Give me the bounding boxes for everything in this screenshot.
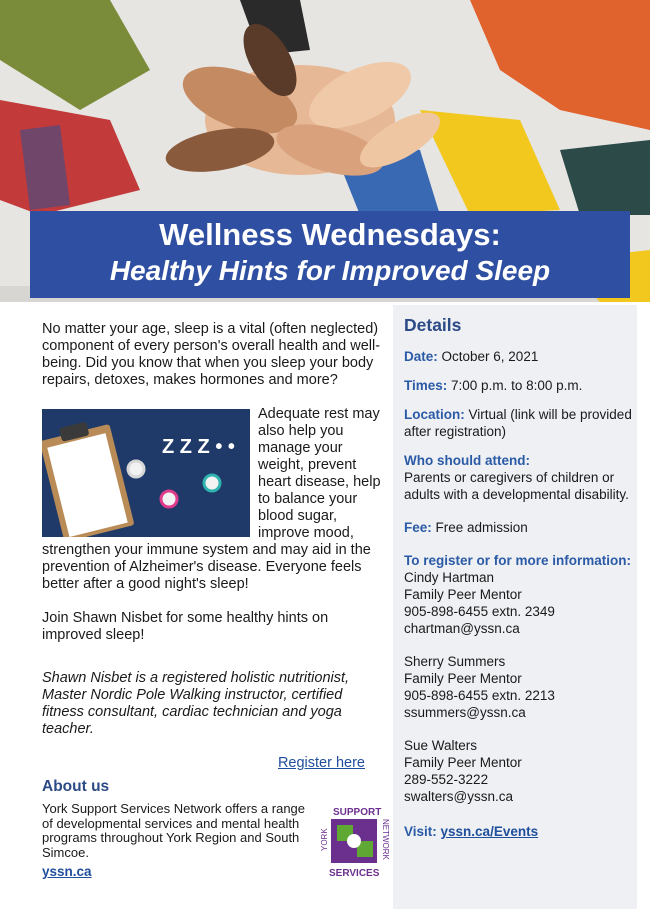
- contact-card: [404, 653, 637, 721]
- title-banner: [30, 211, 630, 298]
- contact-phone: 905-898-6455 extn. 2349: [404, 604, 555, 619]
- fee-value: Free admission: [431, 520, 528, 535]
- times-label: Times:: [404, 378, 448, 393]
- details-panel: [393, 305, 637, 909]
- logo-support-text: SUPPORT: [333, 807, 382, 818]
- location-value: Virtual (link will be provided after registration): [404, 407, 632, 439]
- yssn-logo: [317, 805, 393, 879]
- location-label: Location:: [404, 407, 465, 422]
- contact-phone: 905-898-6455 extn. 2213: [404, 688, 555, 703]
- about-text: York Support Services Network offers a range of developmental services and mental health programs throughout York Region and South Simcoe.: [42, 801, 306, 860]
- times-value: 7:00 p.m. to 8:00 p.m.: [447, 378, 583, 393]
- contact-card: [404, 737, 637, 805]
- logo-york-text: YORK: [320, 828, 329, 851]
- page-title: Wellness Wednesdays:: [159, 217, 501, 252]
- speaker-bio: Shawn Nisbet is a registered holistic nutritionist, Master Nordic Pole Walking instructor, certified fitness consultant, cardiac technician and yoga teacher.: [42, 670, 350, 737]
- visit-label: Visit:: [404, 824, 437, 839]
- register-info-label: To register or for more information:: [404, 553, 632, 568]
- benefits-block: [42, 406, 387, 593]
- yssn-link[interactable]: yssn.ca: [42, 864, 92, 879]
- date-row: [404, 348, 637, 365]
- clipboard-clocks-icon: [42, 409, 250, 537]
- logo-services-text: SERVICES: [329, 868, 380, 879]
- contact-card: [404, 569, 637, 637]
- zzz-text: Z Z Z • •: [162, 436, 235, 458]
- about-heading: About us: [42, 778, 110, 795]
- attend-value: Parents or caregivers of children or adults with a developmental disability.: [404, 470, 629, 502]
- yssn-logo-icon: [317, 805, 393, 879]
- hero-image: [0, 0, 650, 302]
- contact-name: Sherry Summers: [404, 654, 506, 669]
- sleep-illustration: [42, 409, 250, 537]
- contact-name: Cindy Hartman: [404, 570, 495, 585]
- attend-row: [404, 452, 637, 503]
- visit-row: [404, 823, 637, 840]
- events-link[interactable]: yssn.ca/Events: [440, 824, 539, 839]
- attend-label: Who should attend:: [404, 453, 530, 468]
- date-label: Date:: [404, 349, 438, 364]
- contact-name: Sue Walters: [404, 738, 478, 753]
- fee-row: [404, 519, 637, 536]
- intro-paragraph: No matter your age, sleep is a vital (often neglected) component of every person's overall health and well-being. Did you know that when you sleep your body repairs, detoxes, makes hormones and more?: [42, 321, 381, 388]
- contact-role: Family Peer Mentor: [404, 671, 522, 686]
- main-content: [42, 321, 387, 772]
- benefits-paragraph: Adequate rest may also help you manage your weight, prevent heart disease, help to balance your blood sugar, improve mood, strengthen your immune system and may aid in the prevention of Alzheimer's disease. Everyone feels better after a good night's sleep!: [42, 406, 381, 592]
- fee-label: Fee:: [404, 520, 432, 535]
- contact-role: Family Peer Mentor: [404, 587, 522, 602]
- join-paragraph: Join Shawn Nisbet for some healthy hints on improved sleep!: [42, 610, 329, 643]
- contact-email[interactable]: swalters@yssn.ca: [404, 789, 513, 804]
- page-subtitle: Healthy Hints for Improved Sleep: [109, 255, 551, 286]
- date-value: October 6, 2021: [437, 349, 539, 364]
- contact-email[interactable]: chartman@yssn.ca: [404, 621, 520, 636]
- location-row: [404, 406, 637, 440]
- contact-phone: 289-552-3222: [404, 772, 489, 787]
- times-row: [404, 377, 637, 394]
- register-here-link[interactable]: Register here: [277, 755, 365, 771]
- details-heading: Details: [404, 315, 462, 335]
- logo-network-text: NETWORK: [381, 819, 390, 860]
- contact-role: Family Peer Mentor: [404, 755, 522, 770]
- contact-email[interactable]: ssummers@yssn.ca: [404, 705, 526, 720]
